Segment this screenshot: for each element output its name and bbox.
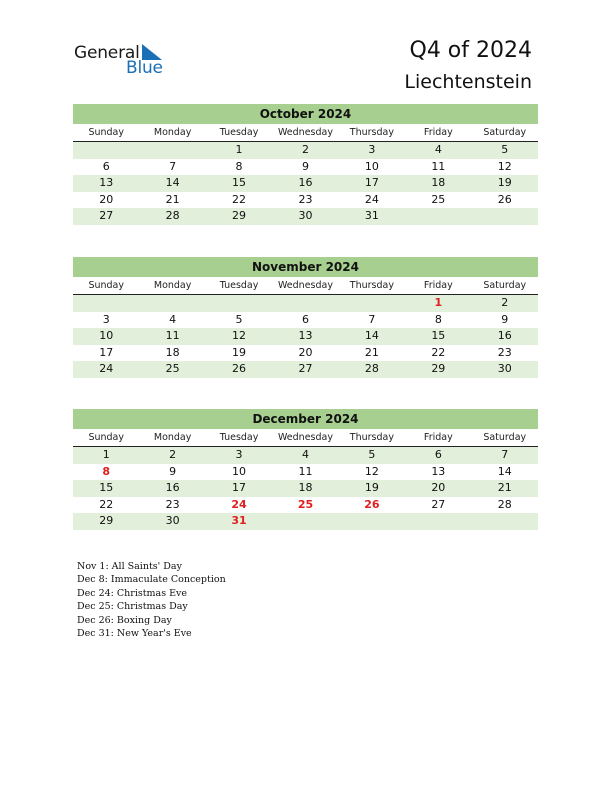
day-cell: 16 bbox=[165, 481, 180, 495]
holiday-entry: Dec 8: Immaculate Conception bbox=[77, 574, 226, 586]
day-cell: 19 bbox=[232, 345, 247, 359]
day-cell bbox=[339, 513, 405, 530]
day-cell: 26 bbox=[232, 362, 247, 376]
week-row bbox=[73, 513, 538, 530]
day-cell: 20 bbox=[431, 481, 446, 495]
day-cell: 26 bbox=[497, 192, 512, 206]
logo-general-text: General bbox=[74, 43, 140, 63]
weekday-label: Saturday bbox=[483, 127, 527, 138]
week-row bbox=[73, 480, 538, 497]
day-cell: 28 bbox=[364, 362, 379, 376]
day-cell: 11 bbox=[298, 464, 313, 478]
month-title: October 2024 bbox=[73, 104, 538, 124]
day-cell: 29 bbox=[99, 514, 114, 528]
weekday-label: Friday bbox=[423, 432, 453, 443]
day-cell: 20 bbox=[298, 345, 313, 359]
week-row bbox=[73, 208, 538, 225]
day-cell: 30 bbox=[165, 514, 180, 528]
day-cell: 22 bbox=[431, 345, 446, 359]
day-cell: 27 bbox=[431, 497, 446, 511]
day-cell: 3 bbox=[368, 143, 376, 156]
day-cell: 2 bbox=[301, 143, 309, 156]
day-cell: 24 bbox=[364, 192, 379, 206]
day-cell: 21 bbox=[165, 192, 180, 206]
week-row bbox=[73, 159, 538, 176]
day-cell: 2 bbox=[501, 296, 509, 309]
day-cell: 24 bbox=[99, 362, 114, 376]
day-cell: 19 bbox=[497, 176, 512, 190]
day-cell bbox=[405, 513, 471, 530]
holiday-entry: Dec 24: Christmas Eve bbox=[77, 587, 188, 599]
day-cell: 13 bbox=[431, 464, 446, 478]
holiday-entry: Nov 1: All Saints' Day bbox=[77, 561, 182, 572]
weekday-label: Thursday bbox=[349, 280, 394, 291]
weekday-header-row bbox=[73, 277, 538, 295]
holiday-day-cell: 26 bbox=[364, 497, 380, 511]
day-cell: 14 bbox=[497, 464, 512, 478]
holiday-day-cell: 25 bbox=[297, 497, 314, 511]
weekday-label: Tuesday bbox=[219, 432, 259, 443]
day-cell: 10 bbox=[99, 329, 114, 343]
week-row bbox=[73, 497, 538, 514]
weekday-label: Saturday bbox=[483, 280, 527, 291]
weekday-label: Wednesday bbox=[277, 432, 333, 443]
day-cell: 7 bbox=[169, 159, 177, 173]
day-cell bbox=[73, 142, 139, 159]
day-cell: 7 bbox=[368, 312, 376, 326]
day-cell: 12 bbox=[364, 464, 379, 478]
month-title: December 2024 bbox=[73, 409, 538, 429]
weekday-label: Saturday bbox=[483, 432, 527, 443]
day-cell bbox=[272, 295, 338, 312]
weekday-label: Monday bbox=[153, 432, 192, 443]
day-cell: 4 bbox=[301, 448, 309, 461]
day-cell: 10 bbox=[364, 159, 379, 173]
day-cell: 21 bbox=[497, 481, 512, 495]
day-cell: 23 bbox=[497, 345, 512, 359]
day-cell bbox=[272, 513, 338, 530]
day-cell: 19 bbox=[364, 481, 379, 495]
weekday-label: Sunday bbox=[88, 127, 124, 138]
day-cell: 3 bbox=[102, 312, 110, 326]
week-row bbox=[73, 447, 538, 464]
day-cell: 23 bbox=[298, 192, 313, 206]
day-cell bbox=[139, 295, 205, 312]
holiday-entry: Dec 26: Boxing Day bbox=[77, 614, 172, 626]
country-name: Liechtenstein bbox=[404, 71, 532, 93]
weekday-label: Wednesday bbox=[277, 127, 333, 138]
weekday-label: Sunday bbox=[88, 280, 124, 291]
weekday-label: Wednesday bbox=[277, 280, 333, 291]
week-row bbox=[73, 142, 538, 159]
day-cell: 1 bbox=[235, 143, 243, 156]
day-cell: 17 bbox=[364, 176, 379, 190]
day-cell: 4 bbox=[434, 143, 442, 156]
logo-blue-text: Blue bbox=[126, 58, 163, 78]
day-cell: 16 bbox=[298, 176, 313, 190]
day-cell: 9 bbox=[501, 312, 509, 326]
weekday-label: Tuesday bbox=[219, 127, 259, 138]
day-cell: 28 bbox=[165, 209, 180, 223]
day-cell: 13 bbox=[99, 176, 114, 190]
week-row bbox=[73, 312, 538, 329]
day-cell: 31 bbox=[364, 209, 379, 223]
page-title: Q4 of 2024 bbox=[409, 38, 532, 63]
day-cell bbox=[206, 295, 272, 312]
day-cell: 13 bbox=[298, 329, 313, 343]
day-cell: 15 bbox=[431, 329, 446, 343]
weekday-header-row bbox=[73, 429, 538, 447]
day-cell: 16 bbox=[497, 329, 512, 343]
day-cell: 25 bbox=[165, 362, 180, 376]
day-cell: 14 bbox=[165, 176, 180, 190]
day-cell: 8 bbox=[235, 159, 243, 173]
holiday-day-cell: 31 bbox=[231, 514, 247, 528]
day-cell: 3 bbox=[235, 448, 243, 461]
week-row bbox=[73, 175, 538, 192]
day-cell: 20 bbox=[99, 192, 114, 206]
day-cell: 1 bbox=[102, 448, 110, 461]
day-cell: 29 bbox=[431, 362, 446, 376]
logo bbox=[74, 43, 174, 79]
month-calendar bbox=[73, 257, 538, 378]
week-row bbox=[73, 295, 538, 312]
day-cell: 7 bbox=[501, 448, 509, 461]
day-cell bbox=[73, 295, 139, 312]
day-cell: 18 bbox=[298, 481, 313, 495]
weekday-label: Monday bbox=[153, 280, 192, 291]
holiday-entry: Dec 25: Christmas Day bbox=[77, 601, 188, 613]
day-cell: 25 bbox=[431, 192, 446, 206]
week-row bbox=[73, 464, 538, 481]
weekday-label: Thursday bbox=[349, 127, 394, 138]
day-cell: 2 bbox=[169, 448, 177, 461]
day-cell: 27 bbox=[99, 209, 114, 223]
week-row bbox=[73, 345, 538, 362]
day-cell: 18 bbox=[431, 176, 446, 190]
day-cell: 15 bbox=[99, 481, 114, 495]
day-cell: 22 bbox=[99, 497, 114, 511]
day-cell: 8 bbox=[434, 312, 442, 326]
day-cell: 21 bbox=[364, 345, 379, 359]
day-cell: 12 bbox=[497, 159, 512, 173]
weekday-label: Thursday bbox=[349, 432, 394, 443]
day-cell: 6 bbox=[301, 312, 309, 326]
holiday-entry: Dec 31: New Year's Eve bbox=[77, 627, 192, 639]
day-cell: 28 bbox=[497, 497, 512, 511]
week-row bbox=[73, 361, 538, 378]
day-cell: 17 bbox=[232, 481, 247, 495]
weekday-label: Friday bbox=[423, 127, 453, 138]
holiday-day-cell: 8 bbox=[102, 464, 111, 478]
day-cell bbox=[472, 208, 538, 225]
day-cell bbox=[139, 142, 205, 159]
day-cell: 5 bbox=[368, 448, 376, 461]
week-row bbox=[73, 192, 538, 209]
day-cell: 11 bbox=[431, 159, 446, 173]
holiday-list bbox=[77, 560, 226, 640]
day-cell: 17 bbox=[99, 345, 114, 359]
weekday-header-row bbox=[73, 124, 538, 142]
week-row bbox=[73, 328, 538, 345]
holiday-day-cell: 1 bbox=[434, 296, 443, 309]
day-cell: 30 bbox=[298, 209, 313, 223]
day-cell: 23 bbox=[165, 497, 180, 511]
day-cell: 5 bbox=[501, 143, 509, 156]
day-cell: 6 bbox=[434, 448, 442, 461]
weekday-label: Tuesday bbox=[219, 280, 259, 291]
day-cell: 10 bbox=[232, 464, 247, 478]
weekday-label: Monday bbox=[153, 127, 192, 138]
holiday-day-cell: 24 bbox=[231, 497, 247, 511]
day-cell: 9 bbox=[301, 159, 309, 173]
day-cell: 6 bbox=[102, 159, 110, 173]
day-cell bbox=[472, 513, 538, 530]
weekday-label: Friday bbox=[423, 280, 453, 291]
day-cell: 4 bbox=[169, 312, 177, 326]
day-cell: 27 bbox=[298, 362, 313, 376]
day-cell: 30 bbox=[497, 362, 512, 376]
day-cell: 5 bbox=[235, 312, 243, 326]
day-cell: 29 bbox=[232, 209, 247, 223]
day-cell: 18 bbox=[165, 345, 180, 359]
day-cell: 9 bbox=[169, 464, 177, 478]
day-cell: 11 bbox=[165, 329, 180, 343]
day-cell: 22 bbox=[232, 192, 247, 206]
day-cell: 14 bbox=[364, 329, 379, 343]
month-calendar bbox=[73, 104, 538, 225]
day-cell: 15 bbox=[232, 176, 247, 190]
day-cell: 12 bbox=[232, 329, 247, 343]
month-title: November 2024 bbox=[73, 257, 538, 277]
day-cell bbox=[405, 208, 471, 225]
month-calendar bbox=[73, 409, 538, 530]
weekday-label: Sunday bbox=[88, 432, 124, 443]
day-cell bbox=[339, 295, 405, 312]
